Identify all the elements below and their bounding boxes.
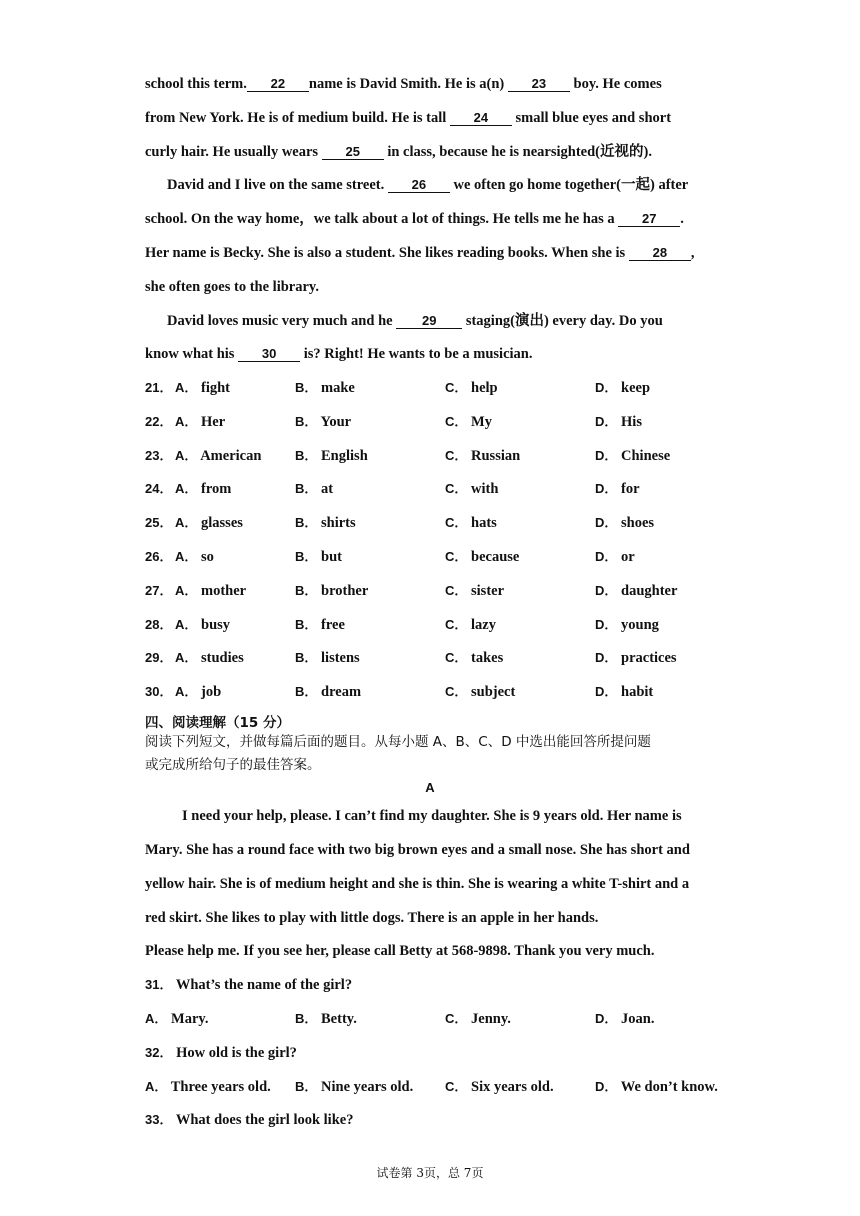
option-d[interactable]: D． We don’t know. [595, 1079, 718, 1095]
option-d[interactable]: D． His [595, 414, 642, 430]
option-c[interactable]: C． Jenny. [445, 1011, 511, 1027]
cloze-question-row [145, 379, 745, 397]
option-a[interactable]: A． Mary. [145, 1011, 209, 1027]
option-c[interactable]: C． takes [445, 650, 504, 666]
cloze-blank-27: 27 [618, 211, 680, 227]
option-d[interactable]: D． for [595, 481, 640, 497]
option-a[interactable]: A． Three years old. [145, 1079, 271, 1095]
option-d[interactable]: D． habit [595, 684, 654, 700]
cloze-blank-23: 23 [508, 76, 570, 92]
option-c[interactable]: C． hats [445, 515, 497, 531]
cloze-line: she often goes to the library. [145, 279, 319, 295]
passage-line: yellow hair. She is of medium height and she is thin. She is wearing a white T-shirt and a [145, 876, 690, 892]
cloze-line: know what his 30 is? Right! He wants to be a musician. [145, 346, 533, 362]
question-number: 30． [145, 684, 173, 699]
option-d[interactable]: D． practices [595, 650, 677, 666]
question-number: 28． [145, 617, 173, 632]
option-a[interactable]: A． fight [175, 380, 231, 396]
cloze-line: school this term. 22 name is David Smith. He is a(n) 23 boy. He comes [145, 76, 662, 92]
cloze-question-row [145, 582, 745, 600]
option-c[interactable]: C． Russian [445, 448, 521, 464]
question-number: 26． [145, 549, 173, 564]
question-number: 23． [145, 448, 173, 463]
cloze-blank-26: 26 [388, 177, 450, 193]
option-b[interactable]: B． free [295, 617, 345, 633]
option-d[interactable]: D． Joan. [595, 1011, 655, 1027]
instruction-line-1: 阅读下列短文，并做每篇后面的题目。从每小题 A、B、C、D 中选出能回答所提问题 [145, 734, 651, 750]
option-d[interactable]: D． shoes [595, 515, 655, 531]
cloze-blank-25: 25 [322, 144, 384, 160]
reading-question: 31． What’s the name of the girl? [145, 977, 353, 993]
option-a[interactable]: A． from [175, 481, 232, 497]
cloze-blank-29: 29 [396, 313, 462, 329]
cloze-question-row [145, 514, 745, 532]
option-c[interactable]: C． My [445, 414, 492, 430]
cloze-question-row [145, 649, 745, 667]
option-c[interactable]: C． help [445, 380, 498, 396]
option-b[interactable]: B． listens [295, 650, 360, 666]
page-footer: 试卷第 3页，总 7页 [376, 1166, 484, 1180]
question-number: 21． [145, 380, 173, 395]
cloze-question-row [145, 447, 745, 465]
question-number: 27． [145, 583, 173, 598]
cloze-line: David and I live on the same street. 26 we often go home together(一起) after [167, 177, 689, 193]
option-c[interactable]: C． lazy [445, 617, 496, 633]
cloze-question-row [145, 616, 745, 634]
passage-line: I need your help, please. I can’t find my daughter. She is 9 years old. Her name is [182, 808, 682, 824]
cloze-blank-28: 28 [629, 245, 691, 261]
cloze-blank-30: 30 [238, 346, 300, 362]
option-b[interactable]: B． but [295, 549, 342, 565]
question-number: 29． [145, 650, 173, 665]
passage-label: A [425, 780, 435, 795]
question-number: 22． [145, 414, 173, 429]
option-a[interactable]: A． job [175, 684, 222, 700]
cloze-question-row [145, 413, 745, 431]
reading-question: 32． How old is the girl? [145, 1045, 297, 1061]
option-b[interactable]: B． Your [295, 414, 352, 430]
option-c[interactable]: C． Six years old. [445, 1079, 554, 1095]
passage-line: red skirt. She likes to play with little dogs. There is an apple in her hands. [145, 910, 599, 926]
option-b[interactable]: B． make [295, 380, 355, 396]
cloze-blank-22: 22 [247, 76, 309, 92]
question-number: 25． [145, 515, 173, 530]
option-d[interactable]: D． or [595, 549, 635, 565]
passage-line: Mary. She has a round face with two big brown eyes and a small nose. She has short and [145, 842, 690, 858]
passage-line: Please help me. If you see her, please call Betty at 568-9898. Thank you very much. [145, 943, 655, 959]
instruction-line-2: 或完成所给句子的最佳答案。 [145, 757, 321, 773]
option-c[interactable]: C． because [445, 549, 520, 565]
option-a[interactable]: A． so [175, 549, 214, 565]
reading-options-row [145, 1078, 745, 1096]
reading-options-row [145, 1010, 745, 1028]
cloze-question-row [145, 480, 745, 498]
option-a[interactable]: A． American [175, 448, 262, 464]
question-number: 24． [145, 481, 173, 496]
option-b[interactable]: B． English [295, 448, 368, 464]
option-a[interactable]: A． mother [175, 583, 247, 599]
option-a[interactable]: A． Her [175, 414, 226, 430]
option-b[interactable]: B． brother [295, 583, 369, 599]
option-a[interactable]: A． glasses [175, 515, 243, 531]
cloze-question-row [145, 548, 745, 566]
option-d[interactable]: D． daughter [595, 583, 678, 599]
option-b[interactable]: B． at [295, 481, 334, 497]
option-c[interactable]: C． sister [445, 583, 505, 599]
cloze-line: Her name is Becky. She is also a student. She likes reading books. When she is 28 , [145, 245, 695, 261]
option-d[interactable]: D． keep [595, 380, 651, 396]
cloze-line: from New York. He is of medium build. He is tall 24 small blue eyes and short [145, 110, 672, 126]
option-b[interactable]: B． Betty. [295, 1011, 357, 1027]
cloze-question-row [145, 683, 745, 701]
cloze-line: curly hair. He usually wears 25 in class, because he is nearsighted(近视的). [145, 144, 652, 160]
option-c[interactable]: C． with [445, 481, 499, 497]
option-d[interactable]: D． young [595, 617, 659, 633]
cloze-line: David loves music very much and he 29 staging(演出) every day. Do you [167, 313, 663, 329]
section-title: 四、阅读理解（15 分） [145, 715, 290, 731]
option-b[interactable]: B． shirts [295, 515, 356, 531]
reading-question: 33． What does the girl look like? [145, 1112, 354, 1128]
cloze-blank-24: 24 [450, 110, 512, 126]
option-d[interactable]: D． Chinese [595, 448, 671, 464]
cloze-line: school. On the way home，we talk about a lot of things. He tells me he has a 27 . [145, 211, 684, 227]
option-c[interactable]: C． subject [445, 684, 516, 700]
option-b[interactable]: B． Nine years old. [295, 1079, 414, 1095]
option-a[interactable]: A． studies [175, 650, 244, 666]
option-b[interactable]: B． dream [295, 684, 362, 700]
option-a[interactable]: A． busy [175, 617, 231, 633]
